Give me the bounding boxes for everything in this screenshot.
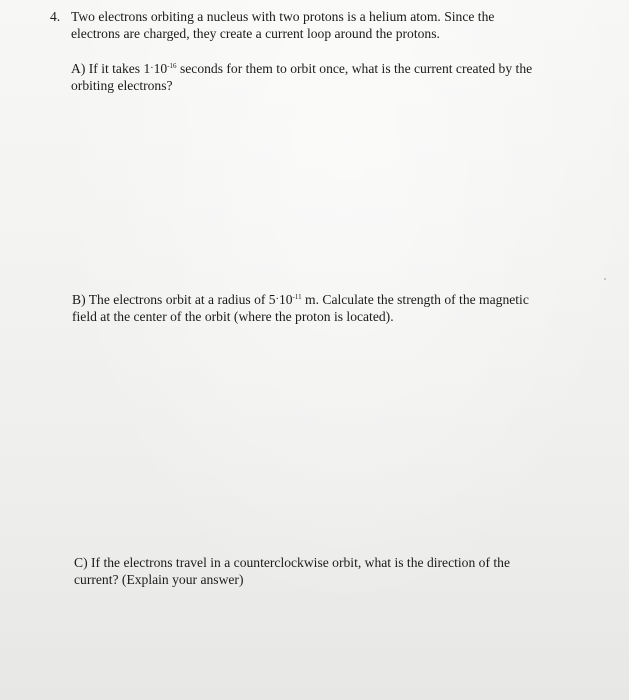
part-b-suffix: m. Calculate the strength of the magnetic bbox=[301, 292, 529, 307]
part-a-base: 10 bbox=[153, 61, 168, 76]
question-stem-line-1: Two electrons orbiting a nucleus with two protons is a helium atom. Since the bbox=[71, 9, 495, 24]
question-stem bbox=[71, 9, 571, 42]
part-a-prefix: A) If it takes 1 bbox=[71, 61, 151, 76]
part-b-base: 10 bbox=[278, 292, 293, 307]
part-a-line-1 bbox=[71, 61, 571, 78]
part-c-line-2: current? (Explain your answer) bbox=[74, 571, 244, 587]
part-c bbox=[74, 555, 544, 588]
paper-speck bbox=[604, 278, 606, 280]
part-c-line-1: C) If the electrons travel in a counterclockwise orbit, what is the direction of the bbox=[74, 555, 510, 570]
part-a-line-2: orbiting electrons? bbox=[71, 77, 173, 93]
part-a-exponent: -16 bbox=[167, 62, 177, 70]
part-b-prefix: B) The electrons orbit at a radius of 5 bbox=[72, 292, 276, 307]
part-a-suffix: seconds for them to orbit once, what is the current created by the bbox=[176, 61, 533, 76]
part-b-multiply-dot: · bbox=[275, 294, 279, 305]
part-b-line-2: field at the center of the orbit (where the proton is located). bbox=[72, 308, 394, 324]
part-a bbox=[71, 61, 571, 94]
part-a-multiply-dot: · bbox=[150, 63, 154, 74]
part-b-line-1 bbox=[72, 292, 572, 309]
question-number: 4. bbox=[50, 9, 61, 24]
part-b-exponent: -11 bbox=[292, 293, 302, 301]
part-b bbox=[72, 292, 572, 325]
question-stem-line-2: electrons are charged, they create a current loop around the protons. bbox=[71, 25, 440, 41]
